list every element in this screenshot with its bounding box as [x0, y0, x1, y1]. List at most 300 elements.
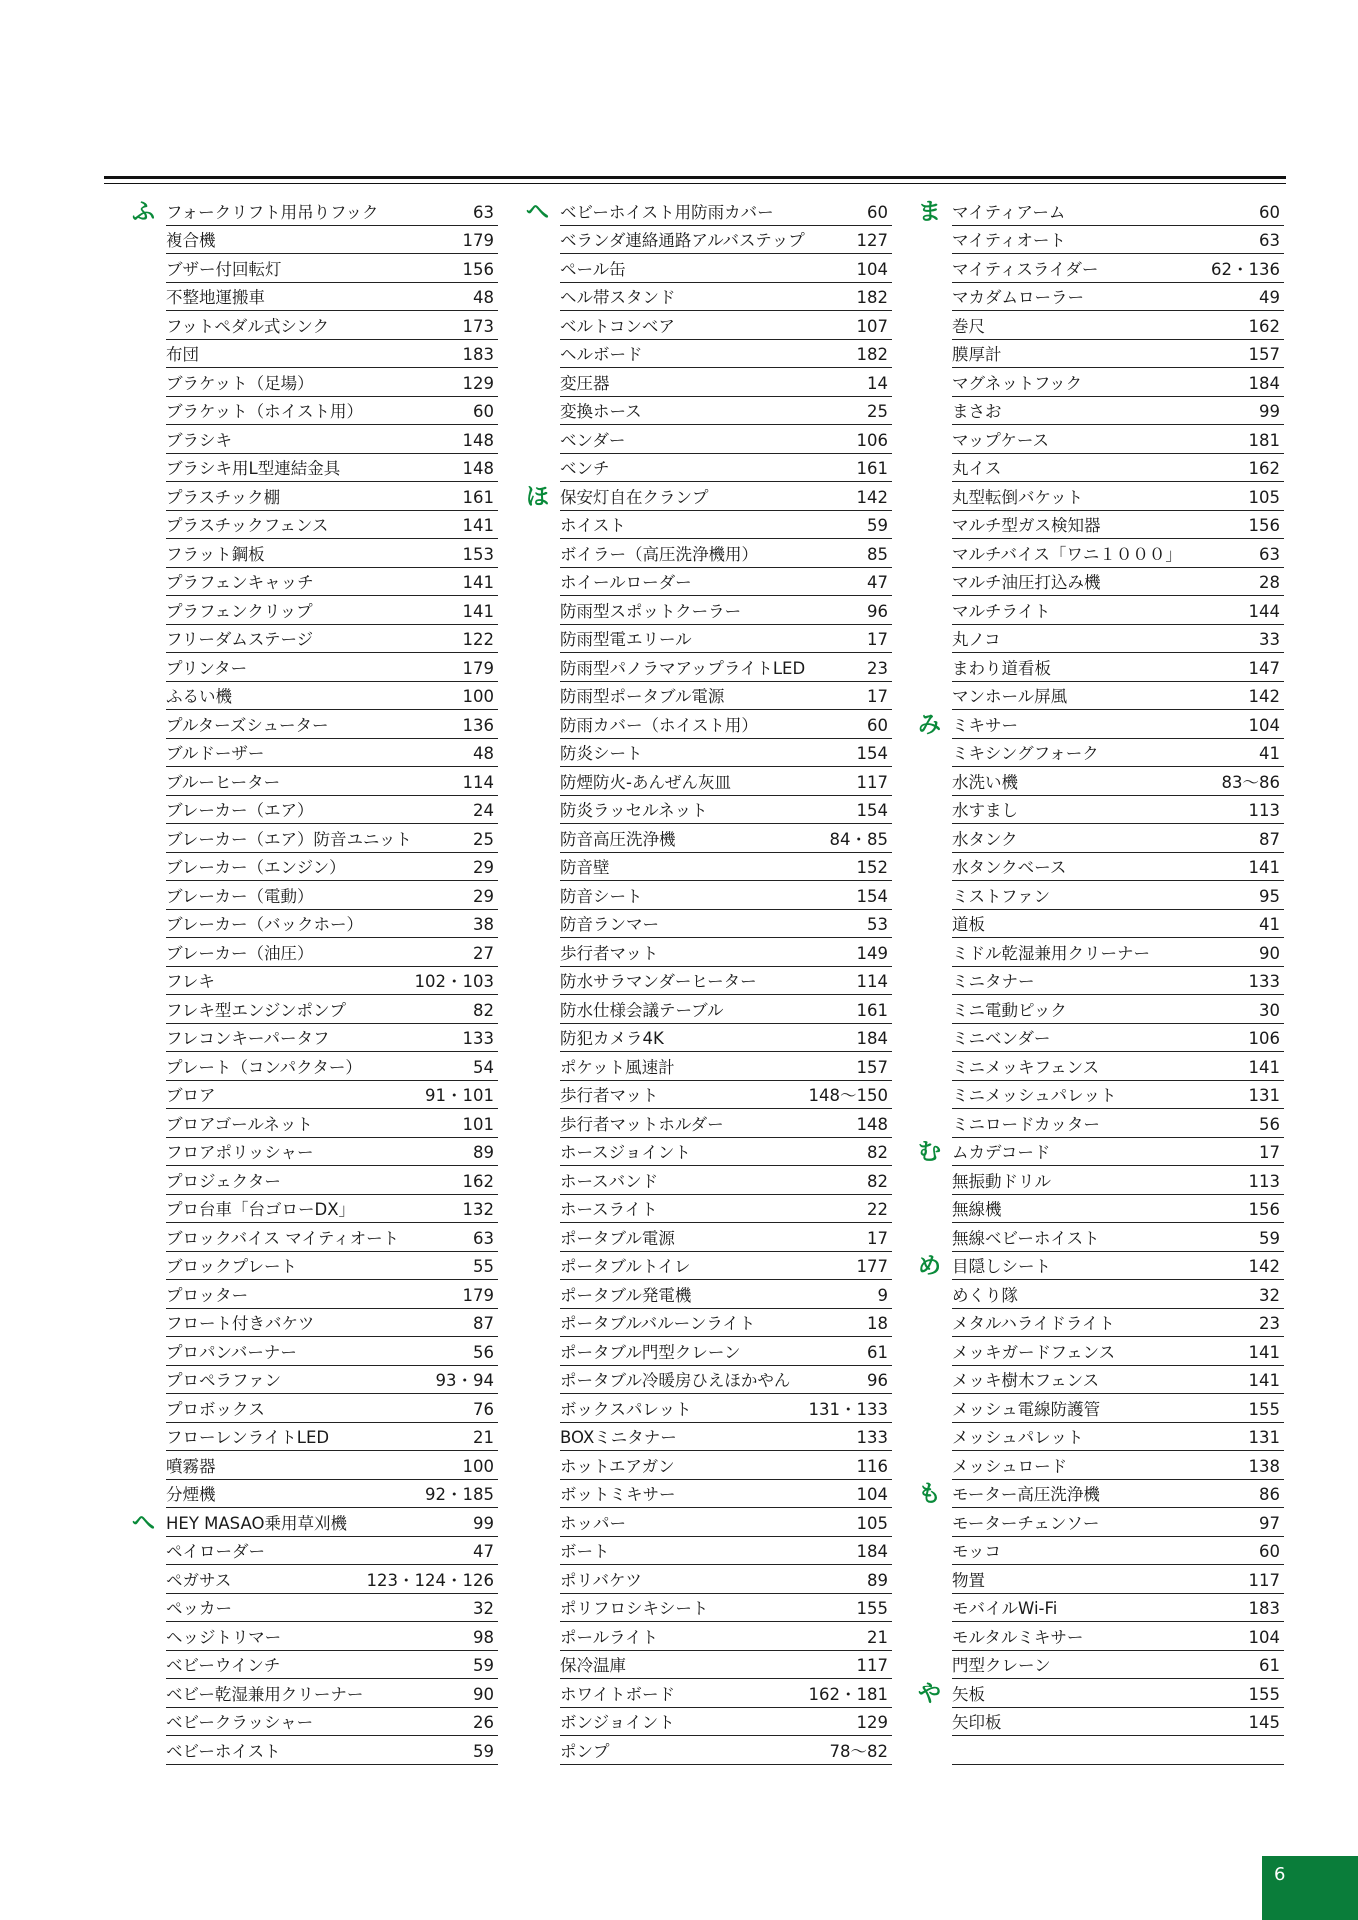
index-entry	[952, 568, 1284, 597]
index-term: マンホール屏風	[952, 687, 1068, 706]
index-page-ref: 131・133	[808, 1399, 888, 1419]
index-term: ミキサー	[952, 715, 1018, 735]
index-term: 物置	[952, 1570, 985, 1590]
index-term: ペガサス	[166, 1570, 232, 1590]
index-entry	[166, 1622, 498, 1651]
index-term: 歩行者マット	[560, 1086, 659, 1105]
index-term: 防音壁	[560, 858, 610, 877]
index-entry	[166, 938, 498, 967]
index-entry	[166, 1480, 498, 1509]
index-entry	[560, 283, 892, 312]
index-entry	[952, 938, 1284, 967]
index-page-ref: 161	[856, 1000, 888, 1020]
index-page-ref: 145	[1248, 1713, 1280, 1732]
index-page-ref: 142	[1248, 1257, 1280, 1276]
index-entry	[166, 995, 498, 1024]
index-term: マルチ油圧打込み機	[952, 573, 1101, 592]
index-page-ref: 26	[473, 1713, 494, 1732]
index-page-ref: 141	[1248, 1371, 1280, 1390]
index-entry	[560, 1423, 892, 1452]
index-entry	[560, 1508, 892, 1537]
index-entry	[560, 368, 892, 397]
index-term: 保冷温庫	[560, 1656, 626, 1675]
index-page-ref: 49	[1259, 288, 1280, 307]
index-entry	[166, 425, 498, 454]
index-term: ボート	[560, 1542, 610, 1561]
index-page-ref: 29	[473, 886, 494, 906]
index-entry	[166, 625, 498, 654]
index-term: 防炎シート	[560, 744, 643, 763]
index-entry	[952, 1366, 1284, 1395]
index-term: ブレーカー（バックホー）	[166, 915, 364, 934]
index-entry	[560, 1280, 892, 1309]
index-term: プラフェンクリップ	[166, 601, 313, 621]
index-page-ref: 87	[1259, 829, 1280, 849]
index-entry	[560, 796, 892, 825]
index-term: フローレンライトLED	[166, 1428, 330, 1447]
index-entry	[560, 1565, 892, 1594]
index-page-ref: 117	[1248, 1570, 1280, 1590]
index-term: プロパンバーナー	[166, 1342, 297, 1362]
index-term: ブレーカー（油圧）	[166, 943, 314, 963]
index-term: ペッカー	[166, 1599, 232, 1618]
index-entry	[952, 368, 1284, 397]
index-page-ref: 21	[473, 1428, 494, 1447]
index-entry	[952, 1195, 1284, 1224]
index-term: ミニロードカッター	[952, 1114, 1100, 1134]
index-term: ポリバケツ	[560, 1570, 642, 1590]
index-page-ref: 56	[1259, 1114, 1280, 1134]
index-page-ref: 63	[1259, 231, 1280, 250]
index-entry	[952, 596, 1284, 625]
index-term: 防犯カメラ4K	[560, 1029, 664, 1048]
index-entry	[166, 1565, 498, 1594]
index-page-ref: 59	[1259, 1228, 1280, 1248]
index-page-ref: 183	[462, 345, 494, 364]
index-entry	[166, 1708, 498, 1737]
index-term: 防雨型スポットクーラー	[560, 601, 742, 621]
index-entry	[560, 938, 892, 967]
index-page-ref: 155	[856, 1599, 888, 1618]
index-page-ref: 162	[1248, 316, 1280, 336]
index-term: 無振動ドリル	[952, 1171, 1051, 1191]
index-entry	[166, 1394, 498, 1423]
index-entry	[166, 1280, 498, 1309]
index-page-ref: 114	[462, 772, 494, 792]
index-term: ヘッジトリマー	[166, 1627, 282, 1647]
index-term: フリーダムステージ	[166, 630, 314, 649]
index-page-ref: 142	[1248, 687, 1280, 706]
index-entry	[166, 653, 498, 682]
index-term: ポータブルバルーンライト	[560, 1314, 756, 1333]
index-term: 複合機	[166, 231, 216, 250]
index-page-ref: 17	[867, 687, 888, 706]
index-term: メッシュ電線防護管	[952, 1399, 1101, 1419]
index-entry	[560, 1252, 892, 1281]
index-page-ref: 141	[462, 601, 494, 621]
index-term: フロート付きバケツ	[166, 1314, 315, 1333]
index-page-ref: 100	[462, 687, 494, 706]
index-page-ref: 155	[1248, 1399, 1280, 1419]
index-entry	[560, 1109, 892, 1138]
index-column-3	[918, 197, 1284, 1765]
index-entry	[560, 1366, 892, 1395]
index-page-ref: 18	[867, 1314, 888, 1333]
index-entry	[166, 340, 498, 369]
index-page-ref: 59	[473, 1741, 494, 1761]
index-term: プロジェクター	[166, 1171, 281, 1191]
index-page-ref: 152	[856, 858, 888, 877]
index-term: メッシュパレット	[952, 1428, 1084, 1447]
index-term: ホイスト	[560, 516, 626, 535]
index-page-ref: 60	[1259, 202, 1280, 222]
index-page-ref: 156	[1248, 1200, 1280, 1219]
index-entry	[560, 1622, 892, 1651]
index-entry	[952, 1594, 1284, 1623]
index-entry	[952, 1024, 1284, 1053]
index-page-ref: 82	[473, 1000, 494, 1020]
index-page-ref: 104	[856, 1485, 888, 1504]
index-entry	[918, 197, 1284, 226]
index-entry	[952, 824, 1284, 853]
index-entry	[560, 1594, 892, 1623]
index-term: HEY MASAO乗用草刈機	[166, 1513, 347, 1533]
index-term: ふるい機	[166, 687, 232, 706]
index-page-ref: 96	[867, 1371, 888, 1390]
index-term: ブレーカー（エア）	[166, 801, 314, 820]
index-entry	[560, 1651, 892, 1680]
index-term: モッコ	[952, 1542, 1002, 1561]
index-entry	[166, 1166, 498, 1195]
index-page-ref: 62・136	[1211, 259, 1280, 279]
index-entry	[952, 1508, 1284, 1537]
index-page-ref: 61	[1259, 1656, 1280, 1675]
index-page-ref: 22	[867, 1200, 888, 1219]
index-entry	[166, 1651, 498, 1680]
index-page-ref: 147	[1248, 658, 1280, 678]
index-entry	[560, 1337, 892, 1366]
index-term: まさお	[952, 402, 1002, 421]
index-page-ref: 38	[473, 915, 494, 934]
index-entry	[560, 1537, 892, 1566]
index-page-ref: 76	[473, 1399, 494, 1419]
index-term: ボックスパレット	[560, 1399, 692, 1419]
index-entry	[166, 226, 498, 255]
index-term: メッキ樹木フェンス	[952, 1371, 1100, 1390]
index-term: 水洗い機	[952, 772, 1018, 792]
index-term: ブラケット（ホイスト用）	[166, 402, 364, 421]
index-page-ref: 142	[856, 487, 888, 507]
index-term: ボンジョイント	[560, 1713, 675, 1732]
index-page-ref: 98	[473, 1627, 494, 1647]
index-page-ref: 179	[462, 231, 494, 250]
index-term: ペール缶	[560, 259, 626, 279]
kana-section-heading: み	[918, 711, 941, 738]
index-page-ref: 33	[1259, 630, 1280, 649]
index-page-ref: 173	[462, 316, 494, 336]
index-page-ref: 141	[462, 516, 494, 535]
index-page-ref: 55	[473, 1257, 494, 1276]
index-entry	[166, 767, 498, 796]
index-page-ref: 25	[473, 829, 494, 849]
index-entry	[166, 1109, 498, 1138]
index-page-ref: 154	[856, 801, 888, 820]
index-entry	[918, 1679, 1284, 1708]
index-page-ref: 144	[1248, 601, 1280, 621]
index-entry	[952, 539, 1284, 568]
index-term: ヘル帯スタンド	[560, 288, 676, 307]
index-entry	[560, 596, 892, 625]
index-entry	[166, 454, 498, 483]
index-page-ref: 32	[1259, 1285, 1280, 1305]
index-term: ベビーウインチ	[166, 1656, 281, 1675]
index-page-ref: 83〜86	[1221, 772, 1280, 792]
index-page-ref: 161	[462, 487, 494, 507]
index-entry	[560, 254, 892, 283]
index-entry	[166, 1081, 498, 1110]
index-entry	[952, 910, 1284, 939]
index-entry	[560, 539, 892, 568]
index-term: 巻尺	[952, 316, 985, 336]
index-term: 保安灯自在クランプ	[560, 487, 709, 507]
index-term: ベンチ	[560, 459, 610, 478]
index-term: 歩行者マット	[560, 943, 659, 963]
index-page-ref: 25	[867, 402, 888, 421]
index-page-ref: 162	[462, 1171, 494, 1191]
index-term: 無線ベビーホイスト	[952, 1228, 1100, 1248]
index-entry	[560, 1708, 892, 1737]
index-term: 目隠しシート	[952, 1257, 1051, 1276]
index-page-ref: 157	[856, 1057, 888, 1077]
index-page-ref: 59	[473, 1656, 494, 1675]
index-page-ref: 184	[856, 1542, 888, 1561]
index-term: 防音ランマー	[560, 915, 659, 934]
index-page-ref: 92・185	[425, 1485, 494, 1504]
index-term: フォークリフト用吊りフック	[166, 202, 379, 222]
index-entry	[952, 625, 1284, 654]
index-entry	[952, 1708, 1284, 1737]
index-page-ref: 133	[462, 1029, 494, 1048]
kana-section-heading: へ	[132, 1509, 155, 1536]
index-entry	[166, 682, 498, 711]
index-page-ref: 181	[1248, 430, 1280, 450]
index-term: ホッパー	[560, 1513, 626, 1533]
index-page-ref: 182	[856, 345, 888, 364]
index-page-ref: 122	[462, 630, 494, 649]
index-term: マイティスライダー	[952, 259, 1099, 279]
index-term: メッキガードフェンス	[952, 1342, 1116, 1362]
index-term: ポータブル門型クレーン	[560, 1342, 741, 1362]
index-entry	[918, 1138, 1284, 1167]
index-entry	[166, 511, 498, 540]
index-page-ref: 32	[473, 1599, 494, 1618]
index-term: 噴霧器	[166, 1456, 216, 1476]
index-page-ref: 9	[877, 1285, 888, 1305]
index-entry	[166, 568, 498, 597]
index-term: プレート（コンパクター）	[166, 1057, 362, 1077]
index-page-ref: 117	[856, 772, 888, 792]
index-page-ref: 105	[856, 1513, 888, 1533]
index-page-ref: 59	[867, 516, 888, 535]
index-entry	[952, 853, 1284, 882]
index-term: 防音シート	[560, 886, 643, 906]
index-term: ブラケット（足場）	[166, 373, 314, 393]
index-term: モルタルミキサー	[952, 1627, 1084, 1647]
index-term: ボイラー（高圧洗浄機用）	[560, 544, 758, 564]
index-page-ref: 182	[856, 288, 888, 307]
index-term: ベビー乾湿兼用クリーナー	[166, 1684, 364, 1704]
index-page-ref: 148	[462, 459, 494, 478]
index-entry	[952, 1052, 1284, 1081]
index-page-ref: 162	[1248, 459, 1280, 478]
index-term: 不整地運搬車	[166, 288, 265, 307]
index-page-ref: 183	[1248, 1599, 1280, 1618]
index-term: フロアポリッシャー	[166, 1143, 314, 1162]
index-term: ミドル乾湿兼用クリーナー	[952, 943, 1150, 963]
index-entry	[560, 881, 892, 910]
index-entry	[952, 796, 1284, 825]
index-page-ref: 63	[473, 202, 494, 222]
index-entry	[166, 910, 498, 939]
index-entry	[166, 1138, 498, 1167]
kana-section-heading: め	[918, 1253, 941, 1279]
index-entry	[166, 853, 498, 882]
kana-section-heading: も	[918, 1481, 941, 1507]
index-term: 防音高圧洗浄機	[560, 829, 676, 849]
index-page-ref: 104	[1248, 715, 1280, 735]
index-term: ポータブルトイレ	[560, 1257, 691, 1276]
index-term: ホワイトボード	[560, 1684, 676, 1704]
index-page-ref: 54	[473, 1057, 494, 1077]
index-page-ref: 117	[856, 1656, 888, 1675]
index-page-ref: 47	[867, 573, 888, 592]
index-entry	[166, 1594, 498, 1623]
index-term: ヘルボード	[560, 345, 643, 364]
index-entry	[560, 1081, 892, 1110]
index-entry	[952, 397, 1284, 426]
index-entry	[952, 1451, 1284, 1480]
index-term: ブラシキ用L型連結金具	[166, 459, 341, 478]
index-term: プロボックス	[166, 1399, 265, 1419]
index-term: ブロア	[166, 1086, 216, 1105]
index-entry	[952, 881, 1284, 910]
index-entry	[560, 682, 892, 711]
index-entry	[560, 1480, 892, 1509]
index-entry	[952, 1394, 1284, 1423]
index-page-ref: 60	[1259, 1542, 1280, 1561]
kana-section-heading: ま	[918, 198, 941, 225]
index-term: ブルーヒーター	[166, 772, 281, 792]
index-term: 防雨カバー（ホイスト用）	[560, 715, 758, 735]
index-term: ベンダー	[560, 430, 626, 450]
index-entry	[166, 1052, 498, 1081]
index-entry	[166, 368, 498, 397]
index-page-ref: 131	[1248, 1428, 1280, 1447]
index-term: ブラシキ	[166, 430, 232, 450]
index-page-ref: 60	[867, 202, 888, 222]
index-entry	[952, 995, 1284, 1024]
index-page-ref: 157	[1248, 345, 1280, 364]
index-page-ref: 96	[867, 601, 888, 621]
index-page-ref: 154	[856, 886, 888, 906]
index-term: プルターズシューター	[166, 715, 329, 735]
index-term: ホットエアガン	[560, 1456, 675, 1476]
index-page-ref: 113	[1248, 1171, 1280, 1191]
index-page-ref: 131	[1248, 1086, 1280, 1105]
index-page-ref: 105	[1248, 487, 1280, 507]
index-entry	[166, 824, 498, 853]
index-term: マイティアーム	[952, 202, 1066, 222]
index-term: ポリフロシキシート	[560, 1599, 709, 1618]
index-term: 防水仕様会議テーブル	[560, 1000, 724, 1020]
index-entry	[952, 1622, 1284, 1651]
index-term: 水すまし	[952, 801, 1018, 820]
index-entry	[166, 283, 498, 312]
index-entry	[560, 710, 892, 739]
index-entry	[952, 482, 1284, 511]
index-entry	[918, 1480, 1284, 1509]
index-term: 防雨型ポータブル電源	[560, 687, 725, 706]
index-entry	[166, 254, 498, 283]
index-entry	[166, 482, 498, 511]
index-page-ref: 61	[867, 1342, 888, 1362]
index-term: マルチライト	[952, 601, 1051, 621]
index-page-ref: 48	[473, 288, 494, 307]
index-term: 布団	[166, 345, 199, 364]
index-page-ref: 28	[1259, 573, 1280, 592]
index-entry	[918, 1252, 1284, 1281]
index-page-ref: 113	[1248, 801, 1280, 820]
index-page-ref: 63	[473, 1228, 494, 1248]
index-term: メッシュロード	[952, 1456, 1068, 1476]
index-entry	[952, 425, 1284, 454]
index-page-ref: 91・101	[425, 1086, 494, 1105]
index-entry	[166, 1451, 498, 1480]
index-page-ref: 17	[1259, 1143, 1280, 1162]
index-term: ブロアゴールネット	[166, 1114, 313, 1134]
index-term: ベランダ連絡通路アルバステップ	[560, 231, 805, 250]
index-term: 防水サラマンダーヒーター	[560, 972, 757, 991]
index-page-ref: 116	[856, 1456, 888, 1476]
index-entry	[560, 1024, 892, 1053]
index-term: 分煙機	[166, 1485, 216, 1504]
index-term: ブルドーザー	[166, 744, 265, 763]
index-page-ref: 132	[462, 1200, 494, 1219]
index-term: 防炎ラッセルネット	[560, 801, 708, 820]
index-entry	[166, 1024, 498, 1053]
index-entry	[560, 1052, 892, 1081]
header-rule-thick	[104, 176, 1286, 179]
index-entry	[952, 967, 1284, 996]
index-entry	[132, 197, 498, 226]
index-term: ポールライト	[560, 1627, 659, 1647]
index-entry	[560, 1138, 892, 1167]
index-term: 矢板	[952, 1684, 985, 1704]
index-entry	[166, 1252, 498, 1281]
index-entry	[952, 454, 1284, 483]
index-entry	[166, 1309, 498, 1338]
index-entry	[166, 796, 498, 825]
index-entry	[166, 881, 498, 910]
index-page-ref: 23	[867, 658, 888, 678]
index-page-ref: 141	[1248, 1057, 1280, 1077]
index-entry	[166, 311, 498, 340]
index-entry	[166, 1337, 498, 1366]
kana-section-heading: む	[918, 1139, 941, 1165]
index-entry	[166, 596, 498, 625]
index-entry	[952, 511, 1284, 540]
index-term: ミキシングフォーク	[952, 744, 1099, 763]
